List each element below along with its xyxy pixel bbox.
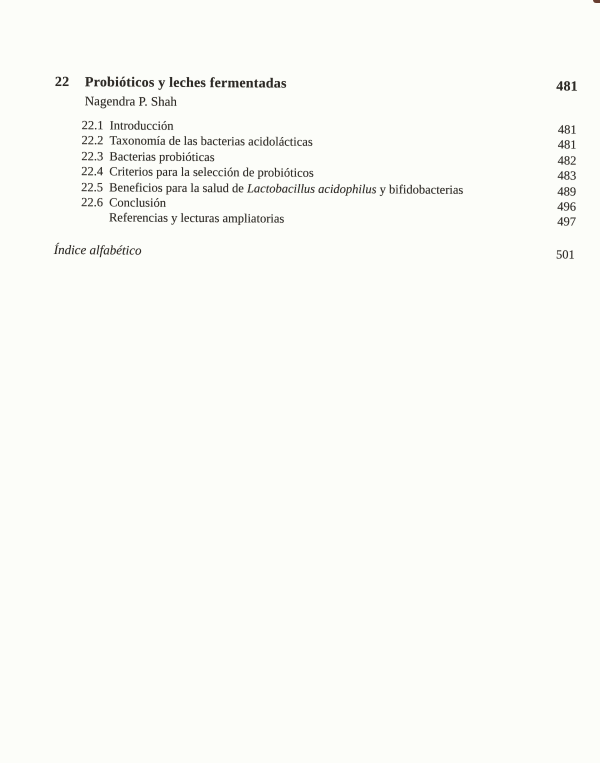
section-number: 22.1 — [81, 118, 104, 133]
species-name-italic: Lactobacillus acidophilus — [246, 180, 377, 196]
section-title: Introducción — [109, 118, 174, 133]
chapter-title: Probióticos y leches fermentadas — [84, 75, 287, 92]
toc-content — [0, 74, 600, 262]
chapter-number: 22 — [54, 74, 70, 91]
section-title: Taxonomía de las bacterias acidolácticas — [109, 133, 313, 150]
chapter-author: Nagendra P. Shah — [84, 93, 177, 109]
section-title-prefix: Beneficios para la salud de — [109, 179, 248, 195]
section-number: 22.5 — [81, 179, 104, 194]
section-page-number: 481 — [557, 137, 577, 153]
index-page-number: 501 — [555, 247, 575, 262]
chapter-page-number: 481 — [556, 79, 578, 95]
toc-entry — [81, 211, 576, 230]
section-title: Referencias y lecturas ampliatorias — [108, 210, 285, 226]
section-page-number: 489 — [557, 184, 577, 199]
section-page-number: 497 — [557, 214, 577, 229]
section-list — [0, 118, 600, 230]
section-number: 22.2 — [81, 133, 104, 148]
section-title: Criterios para la selección de probióticos — [109, 164, 314, 180]
section-page-number: 483 — [557, 168, 577, 183]
index-entry — [0, 241, 599, 261]
index-title: Índice alfabético — [53, 241, 142, 258]
section-title: Bacterias probióticas — [109, 149, 215, 164]
section-page-number: 482 — [557, 153, 577, 168]
section-title: Conclusión — [109, 195, 167, 210]
section-page-number: 481 — [557, 122, 577, 137]
section-number: 22.6 — [81, 195, 104, 210]
section-title-suffix: y bifidobacterias — [376, 181, 464, 197]
section-page-number: 496 — [557, 199, 577, 214]
section-number: 22.4 — [81, 164, 104, 179]
chapter-heading-row — [0, 74, 600, 95]
section-number: 22.3 — [81, 148, 104, 164]
scan-artifact — [593, 0, 600, 3]
